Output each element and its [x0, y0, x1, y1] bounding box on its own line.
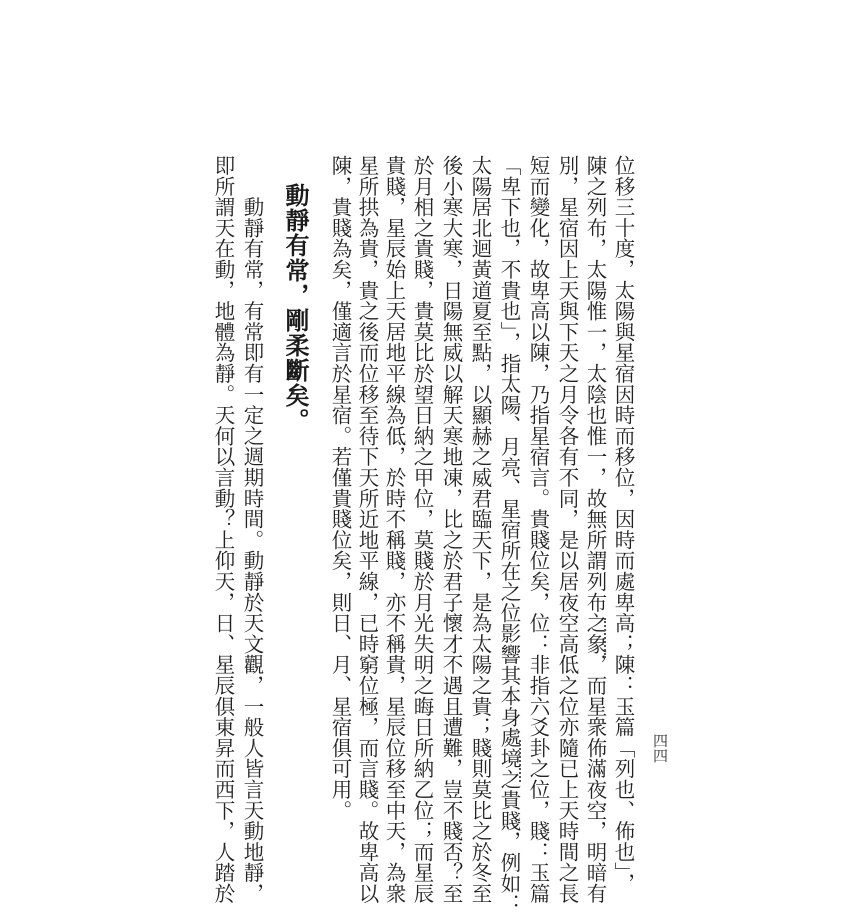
book-title-mark-2: [519, 740, 527, 782]
book-title-mark-1: [604, 618, 612, 658]
text-column-2: 陳之列布，太陽惟一，太陰也惟一，故無所謂列布之象，而星衆佈滿夜空，明暗有: [583, 155, 607, 904]
text-column-10: 星所拱為貴，貴之後而位移至待下天所近地平線，已時窮位極，而言賤。故卑高以: [355, 155, 379, 904]
text-column-5: 「卑下也，不貴也」，指太陽、月亮、星宿所在之位影響其本身處境之貴賤，例如：: [497, 155, 521, 914]
page-number: 四四: [651, 733, 669, 763]
section-title: 動靜有常，剛柔斷矣。: [281, 183, 309, 433]
text-column-6: 太陽居北迴黃道夏至點，以顯赫之威君臨天下，是為太陽之貴；賤則莫比之於冬至: [468, 155, 492, 904]
text-column-3: 別，星宿因上天與下天之月令各有不同，是以居夜空高低之位亦隨已上天時間之長: [555, 155, 579, 904]
text-column-1: 位移三十度，太陽與星宿因時而移位，因時而處卑高；陳：玉篇「列也、佈也」，: [611, 155, 635, 894]
text-column-8: 於月相之貴賤，貴莫比於望日納之甲位，莫賤於月光失明之晦日所納乙位；而星辰: [410, 155, 434, 904]
section-text-column-1: 動靜有常，有常即有一定之週期時間。動靜於天文觀，一般人皆言天動地靜，: [240, 155, 264, 904]
text-column-7: 後小寒大寒，日陽無威以解天寒地凍，比之於君子懷才不遇且遭難，豈不賤否？至: [439, 155, 463, 904]
text-column-11: 陳，貴賤為矣，僅適言於星宿。若僅貴賤位矣，則日、月、星宿俱可用。: [328, 155, 352, 821]
text-column-9: 貴賤，星辰始上天居地平線為低，於時不稱賤，亦不稱貴，星辰位移至中天，為衆: [382, 155, 406, 904]
section-text-column-2: 即所謂天在動，地體為靜。天何以言動？上仰天，日、星辰俱東昇而西下，人踏於: [211, 155, 235, 904]
text-column-4: 短而變化，故卑高以陳，乃指星宿言。貴賤位矣，位：非指六爻卦之位，賤：玉篇: [526, 155, 550, 904]
